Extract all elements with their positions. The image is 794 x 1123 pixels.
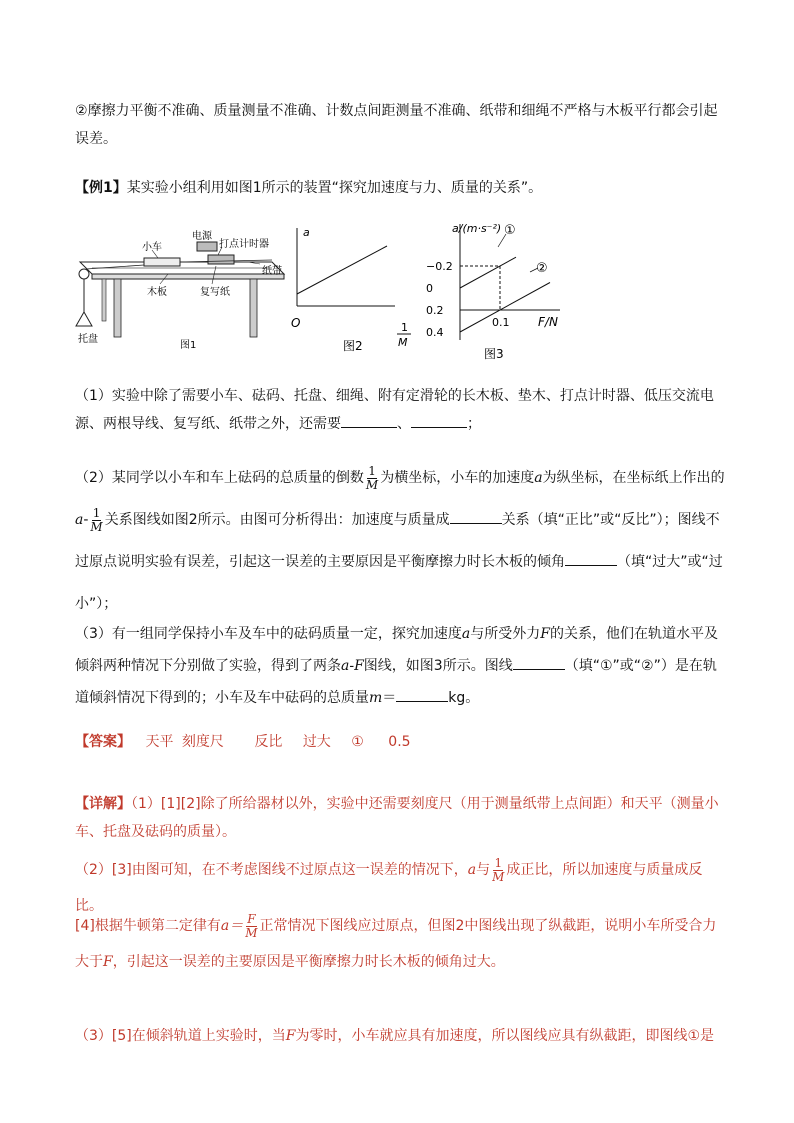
fig3-y-tick-label: −0.2 [426, 260, 453, 273]
detail-text-4a: （3）[5]在倾斜轨道上实验时，当 [75, 1028, 286, 1044]
answer-item-1: 天平 [145, 734, 174, 750]
answer-line [75, 728, 725, 756]
var-a: a [461, 626, 471, 642]
example-heading [75, 174, 725, 202]
fig3-line-1 [460, 257, 516, 288]
fig3-y-tick-label: 0.4 [426, 326, 444, 339]
detail-text-2c: 成正比，所以加速度与质量成反比。 [75, 862, 703, 914]
figure-2-caption: 图2 [343, 339, 363, 353]
var-F: F [540, 626, 550, 642]
label-carbon: 复写纸 [200, 287, 230, 298]
q2-text-g: 关系（填“正比”或“反比”）；图线不过原点说明实验有误差，引起这一误差的主要原因是平衡摩擦力时长木板的倾角 [75, 512, 720, 570]
answer-label: 【答案】 [75, 734, 131, 750]
dash: - [83, 512, 89, 528]
answer-item-5: ① [351, 734, 364, 750]
frac-den: M [245, 925, 258, 940]
detail-text-2a: （2）[3]由图可知，在不考虑图线不过原点这一误差的情况下， [75, 862, 468, 878]
detail-paragraph-1 [75, 790, 725, 846]
q3-text-d: 图线，如图3所示。图线 [363, 658, 513, 674]
q3-text-c: 的关系，他们在轨道水平及倾斜两种情况下分别做了实验，得到了两条 [75, 626, 718, 674]
detail-text-3b: 正常情况下图线应过原点，但图2中图线出现了纵截距，说明小车所受合力大于 [75, 918, 717, 970]
answer-blank-1 [341, 413, 397, 428]
fig3-y-tick-label: 0.2 [426, 304, 444, 317]
frac-num: 1 [368, 463, 376, 478]
frac-num: 1 [92, 505, 101, 520]
circled-number: ② [75, 103, 88, 119]
fig3-y-label: a/(m·s⁻²) [452, 222, 502, 235]
detail-text-3a: [4]根据牛顿第二定律有 [75, 918, 221, 934]
fig2-series-line [297, 246, 387, 294]
label-timer: 打点计时器 [219, 239, 269, 250]
fraction-1-over-M [89, 507, 103, 534]
fig2-x-num: 1 [401, 321, 408, 334]
q2-text-d: 的 [710, 470, 725, 486]
figure-3-caption: 图3 [484, 347, 504, 361]
fraction-1-over-M [491, 857, 505, 884]
q1-text: （1）实验中除了需要小车、砝码、托盘、细绳、附有定滑轮的长木板、垫木、打点计时器、低压交流电源、两根导线、复写纸、纸带之外，还需要 [75, 388, 714, 432]
var-a: a [534, 470, 543, 486]
frac-num: F [247, 911, 256, 926]
answer-blank-3 [450, 509, 502, 524]
fraction-F-over-M [244, 913, 258, 940]
answer-item-3: 反比 [254, 734, 283, 750]
example-text: 某实验小组利用如图1所示的装置“探究加速度与力、质量的关系”。 [126, 180, 543, 196]
q2-text-a: （2）某同学以小车和车上砝码的总质量的倒数 [75, 470, 364, 486]
q3-text-e: （填“①”或“②”）是在轨道倾斜情况下得到的；小车及车中砝码的总质量 [75, 658, 717, 706]
answer-blank-2 [411, 413, 467, 428]
detail-paragraph-4 [75, 1022, 725, 1050]
label-tray: 托盘 [78, 334, 98, 345]
fig3-line2-label: ② [536, 261, 548, 276]
q2-text-f: 关系图线如图2所示。由图可分析得出：加速度与质量成 [104, 512, 450, 528]
label-tape: 纸带 [262, 266, 282, 277]
frac-num: 1 [494, 855, 503, 870]
fraction-1-over-M [365, 465, 379, 492]
var-F: F [103, 954, 113, 970]
frac-den: M [90, 519, 103, 534]
answer-blank-5 [513, 655, 565, 670]
answer-blank-4 [565, 551, 617, 566]
label-cart: 小车 [142, 242, 162, 253]
fig2-x-den: M [398, 336, 408, 349]
var-m: m [369, 690, 383, 706]
intro-paragraph [75, 97, 725, 153]
equals-sign: ＝ [382, 690, 397, 706]
q3-text-a: （3）有一组同学保持小车及车中的砝码质量一定，探究加速度 [75, 626, 462, 642]
var-F: F [285, 1028, 296, 1044]
figure-2-chart [285, 222, 420, 357]
figure-1-apparatus [72, 222, 292, 357]
fig3-y-tick-label: 0 [426, 282, 433, 295]
figure-3-chart [420, 212, 580, 362]
label-board: 木板 [147, 287, 167, 298]
fig2-origin: O [291, 316, 301, 330]
detail-label: 【详解】 [75, 796, 131, 812]
var-a: a [467, 862, 477, 878]
frac-den: M [365, 477, 379, 492]
q2-text-c: 为纵坐标，在坐标纸上作出 [542, 470, 711, 486]
detail-text-2b: 与 [476, 862, 491, 878]
q2-text-b: 为横坐标，小车的加速度 [380, 470, 535, 486]
fig2-y-label: a [303, 226, 310, 239]
intro-text: 摩擦力平衡不准确、质量测量不准确、计数点间距测量不准确、纸带和细绳不严格与木板平行都会引起误差。 [75, 103, 718, 147]
answer-item-4: 过大 [302, 734, 331, 750]
question-2 [75, 457, 725, 625]
var-a-F: a-F [341, 658, 364, 674]
q1-sep: 、 [397, 416, 411, 432]
detail-text-1: （1）[1][2]除了所给器材以外，实验中还需要刻度尺（用于测量纸带上点间距）和天平（测量小车、托盘及砝码的质量）。 [75, 796, 719, 840]
fig3-x-label: F/N [538, 315, 558, 329]
question-3 [75, 618, 725, 714]
detail-text-4b: 为零时，小车就应具有加速度，所以图线应具有纵截距，即图线①是 [295, 1028, 715, 1044]
example-tag: 【例1】 [75, 180, 127, 196]
q3-unit: kg。 [448, 690, 480, 706]
equation-lhs: a＝ [220, 918, 244, 934]
var-a: a [75, 512, 84, 528]
q2-text-h: （填“过大”或“过小”）； [75, 554, 723, 612]
answer-item-6: 0.5 [388, 734, 411, 750]
detail-text-3c: ，引起这一误差的主要原因是平衡摩擦力时长木板的倾角过大。 [112, 954, 505, 970]
label-power: 电源 [192, 231, 212, 242]
frac-den: M [492, 869, 505, 884]
fig3-x-tick-label: 0.1 [492, 316, 510, 329]
detail-paragraph-3 [75, 908, 725, 980]
q1-end: ； [467, 416, 481, 432]
figure-1-caption: 图1 [180, 340, 197, 351]
answer-blank-6 [396, 687, 448, 702]
fig3-line1-label: ① [504, 223, 516, 238]
question-1 [75, 382, 725, 438]
answer-item-2: 刻度尺 [181, 734, 224, 750]
q3-text-b: 与所受外力 [470, 626, 541, 642]
